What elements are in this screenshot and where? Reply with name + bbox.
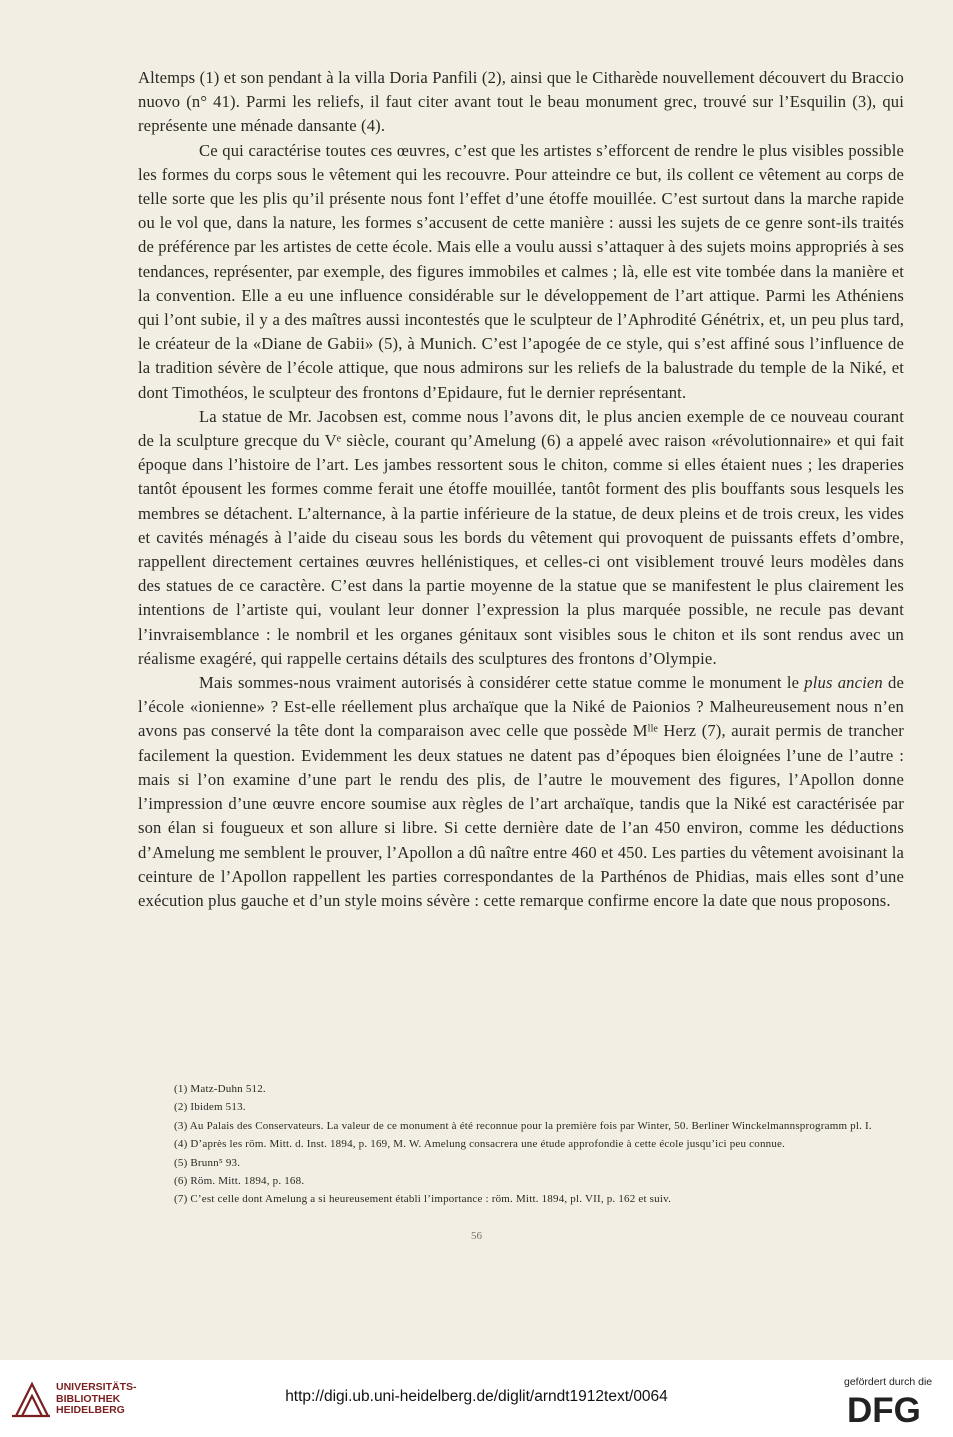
paragraph: Altemps (1) et son pendant à la villa Doria Panfili (2), ainsi que le Citharède nouvellement découvert du Braccio nuovo (n° 41). Parmi les reliefs, il faut citer avant tout le beau monument grec, trouvé sur l’Esquilin (3), qui représente une ménade dansante (4). [138,68,904,136]
footnote: (4) D’après les röm. Mitt. d. Inst. 1894, p. 169, M. W. Amelung consacrera une étude approfondie à cette école jusqu’ici peu connue. [174,1138,786,1151]
library-name: UNIVERSITÄTS- BIBLIOTHEK HEIDELBERG [56,1381,137,1416]
footnote: (3) Au Palais des Conservateurs. La valeur de ce monument à été reconnue pour la première fois par Winter, 50. Berliner Winckelmannsprogramm pl. I. [174,1119,872,1132]
paragraph-continuation: Malheureusement nous n’en avons pas conservé la tête dont la comparaison avec celle que possède Mˡˡᵉ Herz (7), aurait permis de trancher facilement la question. Evidemment les deux statues ne datent pas d’époques bien éloignées l’une de l’autre : mais si l’on examine d’une part le rendu des plis, de l’autre le mouvement des figures, l’Apollon donne l’impression d’une œuvre encore soumise aux règles de l’art archaïque, tandis que la Niké est caractérisée par son élan si fougueux et son allure si libre. Si cette dernière date de l’an 450 environ, comme les déductions d’Amelung me semblent le prouver, l’Apollon a dû naître entre 460 et 450. Les parties du vêtement avoisinant la ceinture de l’Apollon rappellent les parties correspondantes de la Parthénos de Phidias, mais elles sont d’une exécution plus gauche et d’un style moins sévère : cette remarque confirme encore la date que nous proposons. [138,697,904,910]
paragraph-lead: Mais sommes-nous vraiment autorisés à considérer cette statue comme le monument le [199,673,805,693]
page-number: 56 [471,1230,482,1242]
paragraph: La statue de Mr. Jacobsen est, comme nous l’avons dit, le plus ancien exemple de ce nouveau courant de la sculpture grecque du Vᵉ siècle, courant qu’Amelung (6) a appelé avec raison «révolutionnaire» et qui fait époque dans l’histoire de l’art. Les jambes ressortent sous le chiton, comme si elles étaient nues ; les draperies tantôt épousent les formes comme ferait une étoffe mouillée, tantôt forment des plis bouffants sous lesquels les membres se détachent. L’alternance, à la partie inférieure de la statue, de deux pleins et de trois creux, les vides et cavités ménagés à l’aide du ciseau sous les bords du vêtement qui provoquent de puissants effets d’ombre, rappellent directement certaines œuvres hellénistiques, et celles-ci ont visiblement trouvé leurs modèles dans des statues de ce caractère. C’est dans la partie moyenne de la statue que se manifestent le plus clairement les intentions de l’artiste qui, voulant leur donner l’expression la plus marquée possible, ne recule pas devant l’invraisemblance : le nombril et les organes génitaux sont visibles sous le chiton et ils sont rendus avec un réalisme exagéré, qui rappelle certains détails des sculptures des frontons d’Olympie. [138,406,904,668]
funded-by-label: gefördert durch die [844,1376,933,1388]
footnote: (7) C’est celle dont Amelung a si heureusement établi l’importance : röm. Mitt. 1894, pl. VII, p. 162 et suiv. [174,1193,672,1206]
footnote: (5) Brunn⁵ 93. [174,1156,241,1169]
footnote: (1) Matz-Duhn 512. [174,1083,266,1095]
italic-phrase: plus ancien [804,673,883,693]
footnote: (6) Röm. Mitt. 1894, p. 168. [174,1175,305,1188]
dfg-logo-icon [845,1390,945,1426]
paragraph-italic-segment [138,671,904,913]
dfg-logo-text: DFG [847,1391,921,1426]
paragraph-rest: de l’école «ionienne» ? Est-elle réellement plus archaïque que la Niké de Paionios ? [138,673,904,717]
body-text [138,66,904,913]
paragraph: Ce qui caractérise toutes ces œuvres, c’est que les artistes s’efforcent de rendre le plus visibles possible les formes du corps sous le vêtement qui les recouvre. Pour atteindre ce but, ils collent ce vêtement au corps de telle sorte que les plis qu’il présente nous font l’effet d’une étoffe mouillée. C’est surtout dans la marche rapide ou le vol que, dans la nature, les formes s’accusent de cette manière : aussi les sujets de ce genre sont-ils traités de préférence par les artistes de cette école. Mais elle a voulu aussi s’attaquer à des sujets moins appropriés à ses tendances, représenter, par exemple, des figures immobiles et calmes ; là, elle est vite tombée dans la manière et la convention. Elle a eu une influence considérable sur le développement de l’art attique. Parmi les Athéniens qui l’ont subie, il y a des maîtres aussi incontestés que le sculpteur de l’Aphrodité Génétrix, et, un peu plus tard, le créateur de la «Diane de Gabii» (5), à Munich. C’est l’apogée de ce style, qui s’est affiné sous l’influence de la tradition sévère de l’école attique, que nous admirons sur les reliefs de la balustrade du temple de la Niké, et dont Timothéos, le sculpteur des frontons d’Epidaure, fut le dernier représentant. [138,140,904,402]
footnotes [138,1080,904,1209]
source-url-link[interactable]: http://digi.ub.uni-heidelberg.de/diglit/arndt1912text/0064 [285,1388,668,1405]
footnote: (2) Ibidem 513. [174,1101,246,1114]
footer-bar [0,1360,953,1437]
